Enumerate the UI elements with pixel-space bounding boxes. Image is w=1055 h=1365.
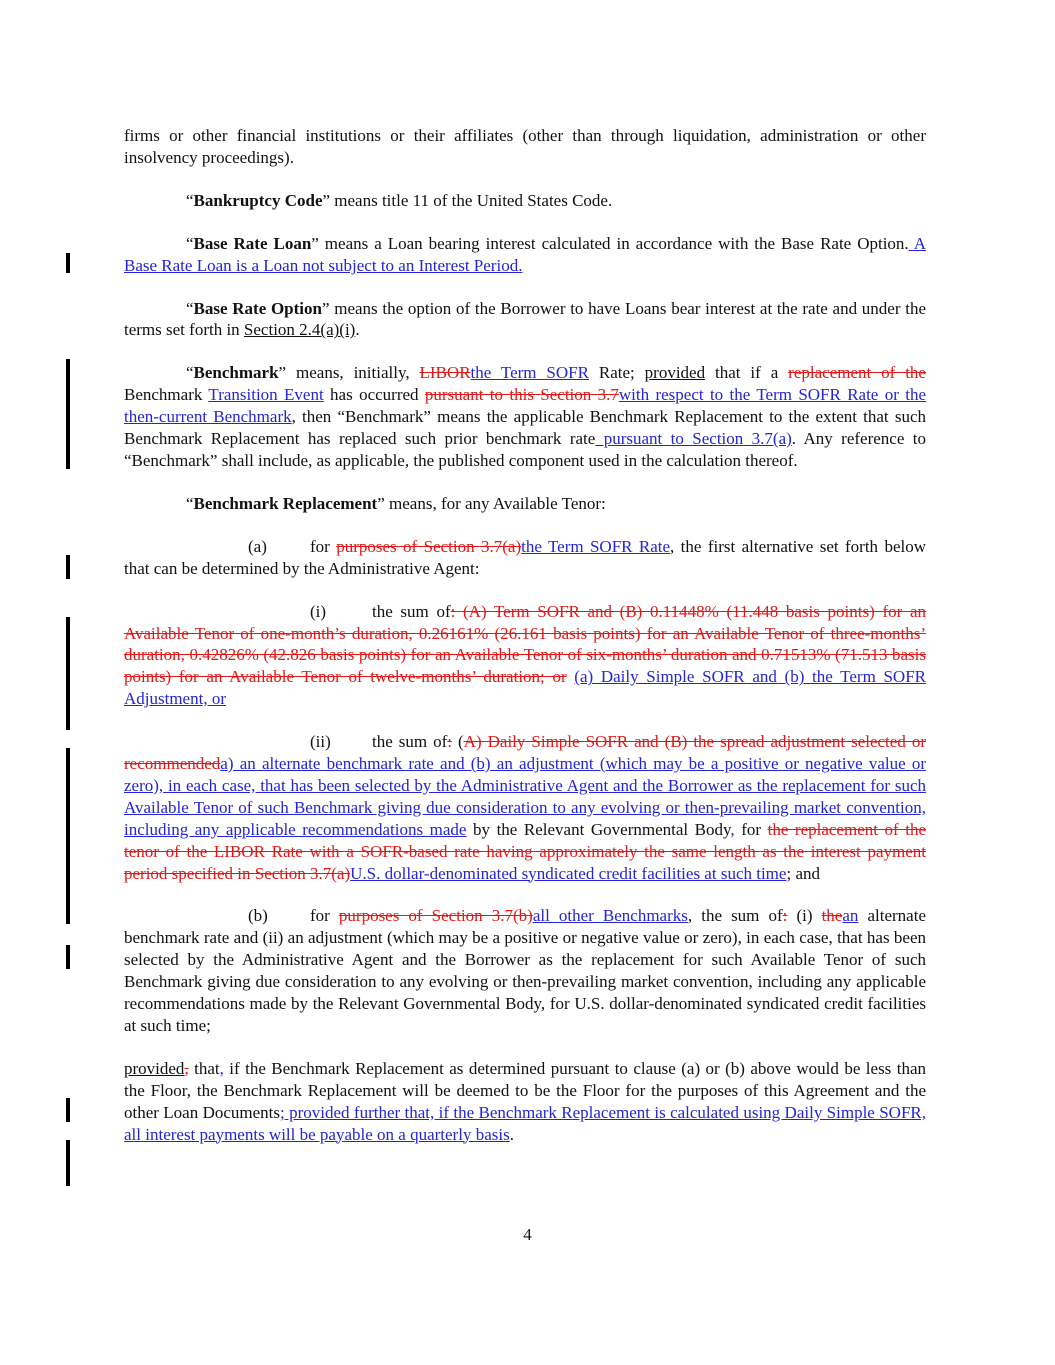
deleted-text: :: [447, 732, 453, 752]
paragraph-continuation: firms or other financial institutions or their affiliates (other than through liquidation, administration or other insolvency proceedings).: [124, 126, 926, 167]
deleted-text: ,: [184, 1058, 189, 1078]
inserted-text: the Term SOFR Rate: [521, 536, 671, 556]
defined-term: Bankruptcy Code: [193, 190, 323, 210]
inserted-text: all other Benchmarks: [532, 906, 688, 926]
deleted-text: A) Daily Simple SOFR and (B) the spread adjustment selected or recommended: [124, 732, 926, 774]
deleted-text: LIBOR: [419, 363, 471, 383]
defined-term: Base Rate Loan: [193, 233, 312, 253]
section-reference: Section 2.4(a)(i): [243, 320, 356, 340]
deleted-text: :: [782, 906, 788, 926]
deleted-text: : (A) Term SOFR and (B) 0.11448% (11.448 basis points) for an Available Tenor of one-month’s duration, 0.26161% (26.161 basis points) for an Available Tenor of three-months’ duration, 0.42826% (42.826 basis points) for an Available Tenor of six-months’ duration and 0.71513% (71.513 basis points) for an Available Tenor of twelve-months’ duration; or: [124, 601, 926, 687]
change-bar: [66, 1098, 70, 1122]
inserted-text: the Term SOFR: [470, 363, 589, 383]
deleted-text: the replacement of the tenor of the LIBOR Rate with a SOFR-based rate having approximately the same length as the interest payment period specified in: [124, 819, 927, 883]
inserted-text: with respect to the Term SOFR Rate or the then-current Benchmark: [124, 385, 926, 427]
inserted-text: Transition Event: [208, 385, 324, 405]
clause-a-i: (i) the sum of: (A) Term SOFR and (B) 0.11448% (11.448 basis points) for an Available Tenor of one-month’s duration, 0.26161% (26.161 basis points) for an Available Tenor of three-months’ duration, 0.42826% (42.826 basis points) for an Available Tenor of six-months’ duration and 0.71513% (71.513 basis points) for an Available Tenor of twelve-months’ duration; or (a) Daily Simple SOFR and (b) the Term SOFR Adjustment, or: [124, 601, 927, 709]
change-bar: [66, 253, 70, 273]
inserted-text: U.S. dollar-denominated syndicated credit facilities at such time: [350, 863, 787, 883]
inserted-text: ,: [730, 819, 735, 839]
clause-a: (a) for purposes of Section 3.7(a)the Term SOFR Rate, the first alternative set forth below that can be determined by the Administrative Agent:: [124, 536, 926, 578]
inserted-text: A Base Rate Loan is a Loan not subject to an Interest Period.: [124, 233, 926, 275]
definition-base-rate-loan: “Base Rate Loan” means a Loan bearing interest calculated in accordance with the Base Rate Option. A Base Rate Loan is a Loan not subject to an Interest Period.: [124, 233, 926, 275]
inserted-text: (a) Daily Simple SOFR and (b) the Term SOFR Adjustment, or: [124, 667, 927, 709]
change-bar: [66, 748, 70, 924]
definition-benchmark: “Benchmark” means, initially, LIBORthe Term SOFR Rate; provided that if a replacement of the Benchmark Transition Event has occurred pursuant to this Section 3.7with respect to the Term SOFR Rate or the then-current Benchmark, then “Benchmark” means the applicable Benchmark Replacement to the extent that such Benchmark Replacement has replaced such prior benchmark rate pursuant to Section 3.7(a). Any reference to “Benchmark” shall include, as applicable, the published component used in the calculation thereof.: [124, 363, 926, 470]
inserted-text: pursuant to Section 3.7(a): [595, 429, 792, 449]
inserted-text: ; provided further that, if the Benchmark Replacement is calculated using Daily Simple SOFR, all interest payments will be payable on a quarterly basis: [124, 1102, 926, 1144]
deleted-text: Section 3.7(a): [423, 536, 522, 556]
document-page: [124, 125, 926, 1146]
defined-term: Benchmark: [193, 363, 279, 383]
change-bar: [66, 1140, 70, 1186]
defined-term: Base Rate Option: [193, 298, 322, 318]
deleted-text: Section 3.7: [540, 385, 619, 405]
change-bar: [66, 555, 70, 579]
definition-bankruptcy-code: “Bankruptcy Code” means title 11 of the United States Code.: [186, 190, 613, 210]
defined-term: Benchmark Replacement: [193, 493, 378, 513]
change-bar: [66, 617, 70, 730]
proviso: provided, that, if the Benchmark Replacement as determined pursuant to clause (a) or (b) above would be less than the Floor, the Benchmark Replacement will be deemed to be the Floor for the purposes of this Agreement and the other Loan Documents; provided further that, if the Benchmark Replacement is calculated using Daily Simple SOFR, all interest payments will be payable on a quarterly basis.: [124, 1058, 926, 1144]
definition-base-rate-option: “Base Rate Option” means the option of the Borrower to have Loans bear interest at the rate and under the terms set forth in Section 2.4(a)(i).: [124, 298, 926, 340]
change-bar: [66, 945, 70, 969]
deleted-text: the: [821, 906, 843, 926]
deleted-text: pursuant to this: [424, 385, 541, 405]
deleted-text: Section 3.7(a): [254, 863, 351, 883]
deleted-text: Section 3.7(b): [431, 906, 533, 926]
page-number: 4: [523, 1225, 532, 1244]
change-bar: [66, 359, 70, 469]
clause-b: (b) for purposes of Section 3.7(b)all other Benchmarks, the sum of: (i) thean alternate benchmark rate and (ii) an adjustment (which may be a positive or negative value or zero), in each case, that has been selected by the Administrative Agent and the Borrower as the replacement for such Available Tenor of such Benchmark giving due consideration to any evolving or then-prevailing market convention, including any applicable recommendations made by the Relevant Governmental Body, for U.S. dollar-denominated syndicated credit facilities at such time;: [124, 906, 926, 1035]
inserted-text: an: [842, 906, 859, 926]
inserted-text: a) an alternate benchmark rate and (b) an adjustment (which may be a positive or negative value or zero), in each case, that has been selected by the Administrative Agent and the Borrower as the replacement for such Available Tenor of such Benchmark giving due consideration to any evolving or then-prevailing market convention, including any applicable recommendations made: [124, 754, 926, 839]
deleted-text: replacement of the: [788, 363, 926, 383]
deleted-text: purposes of: [338, 906, 432, 926]
inserted-text: ,: [219, 1058, 224, 1078]
clause-a-ii: (ii) the sum of: (A) Daily Simple SOFR and (B) the spread adjustment selected or recommendeda) an alternate benchmark rate and (b) an adjustment (which may be a positive or negative value or zero), in each case, that has been selected by the Administrative Agent and the Borrower as the replacement for such Available Tenor of such Benchmark giving due consideration to any evolving or then-prevailing market convention, including any applicable recommendations made by the Relevant Governmental Body, for the replacement of the tenor of the LIBOR Rate with a SOFR-based rate having approximately the same length as the interest payment period specified in Section 3.7(a)U.S. dollar-denominated syndicated credit facilities at such time; and: [124, 732, 927, 883]
deleted-text: purposes of: [336, 536, 424, 556]
definition-benchmark-replacement: “Benchmark Replacement” means, for any Available Tenor:: [186, 493, 606, 513]
